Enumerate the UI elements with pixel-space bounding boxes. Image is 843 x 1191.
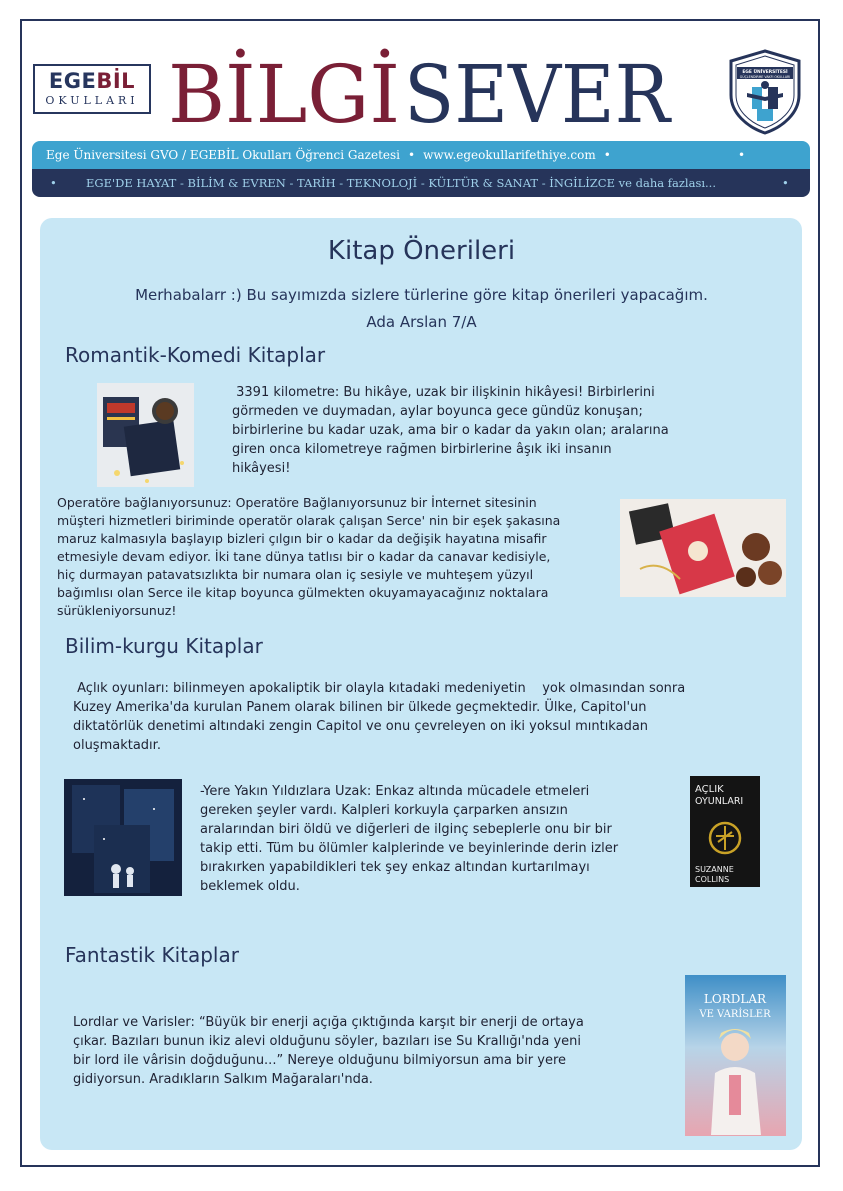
text-line: görmeden ve duymadan, aylar boyunca gece gündüz konuşan;	[232, 404, 643, 419]
text-line: çıkar. Bazıları bunun ikiz alevi olduğunu söyler, bazıları ise Su Krallığı'nda yeni	[73, 1034, 581, 1049]
text-line: takip etti. Tüm bu ölümler kalplerinde ve beyinlerinde derin izler	[200, 841, 619, 856]
text-line: -Yere Yakın Yıldızlara Uzak: Enkaz altında mücadele etmeleri	[200, 784, 590, 799]
text-line: diktatörlük denetimi altındaki zengin Capitol ve onu çevreleyen on iki yoksul mıntıkadan	[73, 719, 649, 734]
egebil-logo	[33, 64, 151, 114]
cover-title-line2: OYUNLARI	[695, 796, 744, 807]
info-band-top	[32, 141, 810, 169]
cover-title-line2: VE VARİSLER	[699, 1009, 771, 1020]
topics-list: EGE'DE HAYAT - BİLİM & EVREN - TARİH - TEKNOLOJİ - KÜLTÜR & SANAT - İNGİLİZCE ve daha fazlası...	[86, 176, 716, 190]
title-part-maroon: BİLGİ	[168, 48, 408, 138]
title-part-navy: SEVER	[404, 48, 673, 138]
band-website[interactable]: www.egeokullarifethiye.com	[423, 148, 596, 162]
cover-title-line1: AÇLIK	[695, 784, 724, 795]
book-desc-yere-yakin	[200, 782, 680, 896]
text-line: Kuzey Amerika'da kurulan Panem olarak bilinen bir ülkede geçmektedir. Ülke, Capitol'un	[73, 700, 647, 715]
section-heading-scifi: Bilim-kurgu Kitaplar	[65, 634, 263, 658]
book-image-operatore	[620, 499, 786, 597]
text-line: gidiyorsun. Aradıkların Salkım Mağaraları'nda.	[73, 1072, 373, 1087]
cover-title-line1: LORDLAR	[703, 992, 767, 1006]
article-author: Ada Arslan 7/A	[366, 313, 477, 331]
book-cover-aclik-oyunlari	[690, 776, 760, 887]
text-line: Operatöre bağlanıyorsunuz: Operatöre Bağlanıyorsunuz bir İnternet sitesinin	[57, 495, 537, 510]
text-line: etmesiyle devam ediyor. İki tane dünya tatlısı bir o kadar da canavar kedisiyle,	[57, 549, 551, 564]
book-desc-operatore	[57, 494, 617, 620]
book-desc-lordlar-ve-varisler	[73, 1013, 673, 1089]
book-desc-3391-km	[232, 383, 762, 478]
text-line: Lordlar ve Varisler: “Büyük bir enerji açığa çıktığında karşıt bir enerji de ortaya	[73, 1015, 584, 1030]
band-paper-name: Ege Üniversitesi GVO / EGEBİL Okulları Öğrenci Gazetesi	[46, 148, 400, 162]
text-line: sürükleniyorsunuz!	[57, 603, 177, 618]
text-line: beklemek oldu.	[200, 879, 300, 894]
text-line: aralarından biri öldü ve diğerleri de ilginç sebeplerle onu bir bir	[200, 822, 612, 837]
article-intro: Merhabalarr :) Bu sayımızda sizlere türlerine göre kitap önerileri yapacağım.	[135, 286, 708, 304]
cover-author-line2: COLLINS	[695, 875, 730, 884]
text-line: 3391 kilometre: Bu hikâye, uzak bir ilişkinin hikâyesi! Birbirlerini	[232, 385, 655, 400]
band-separator: •	[603, 148, 611, 162]
book-cover-lordlar-ve-varisler	[685, 975, 786, 1136]
text-line: maruz kalmasıyla başlayıp bizleri çılgın bir o kadar da değişik hayatına misafir	[57, 531, 547, 546]
section-heading-fantasy: Fantastik Kitaplar	[65, 943, 239, 967]
text-line: birbirlerine bu kadar uzak, ama bir o kadar da yakın olan; aralarına	[232, 423, 669, 438]
band-separator: •	[407, 148, 416, 162]
text-line: giren onca kilometreye rağmen birbirlerine âşık iki insanın	[232, 442, 612, 457]
text-line: müşteri hizmetleri biriminde operatör olarak çalışan Serce' nin bir eşek şakasına	[57, 513, 561, 528]
crest-line2: GÜÇLENDİRME VAKFI OKULLARI	[739, 75, 791, 79]
topics-band	[32, 169, 810, 197]
text-line: bir lord ile vârisin doğduğunu...” Nereye olduğunu bilmiyorsun ama bir yere	[73, 1053, 567, 1068]
book-image-yere-yakin	[64, 779, 182, 896]
text-line: hikâyesi!	[232, 461, 291, 476]
school-crest-logo	[727, 49, 803, 135]
newspaper-title	[168, 38, 678, 138]
text-line: Açlık oyunları: bilinmeyen apokaliptik bir olayla kıtadaki medeniyetin yok olmasından sonra	[73, 681, 686, 696]
topics-bullet-left: •	[50, 176, 57, 190]
logo-top-text: EGEBİL	[48, 69, 136, 93]
book-desc-aclik-oyunlari	[73, 679, 783, 755]
article-title: Kitap Önerileri	[327, 236, 516, 266]
text-line: bırakırken yapabildikleri tek şey enkaz altından kurtarılmayı	[200, 860, 590, 875]
band-separator: •	[738, 148, 746, 162]
cover-author-line1: SUZANNE	[695, 865, 734, 874]
text-line: hiç durmayan patavatsızlıkta bir numara olan iç sesiyle ve muhteşem yüzyıl	[57, 567, 534, 582]
text-line: gereken şeyler vardı. Kalpleri korkuyla çarparken ansızın	[200, 803, 568, 818]
text-line: bağımlısı olan Serce ile kitap boyunca gülmekten okuyamayacağınız noktalara	[57, 585, 549, 600]
topics-bullet-right: •	[782, 176, 789, 190]
book-image-3391-km	[97, 383, 194, 487]
crest-line1: EGE ÜNİVERSİTESİ	[742, 70, 788, 75]
section-heading-romantic: Romantik-Komedi Kitaplar	[65, 343, 326, 367]
logo-bottom-text: OKULLARI	[45, 94, 139, 107]
text-line: oluşmaktadır.	[73, 738, 161, 753]
